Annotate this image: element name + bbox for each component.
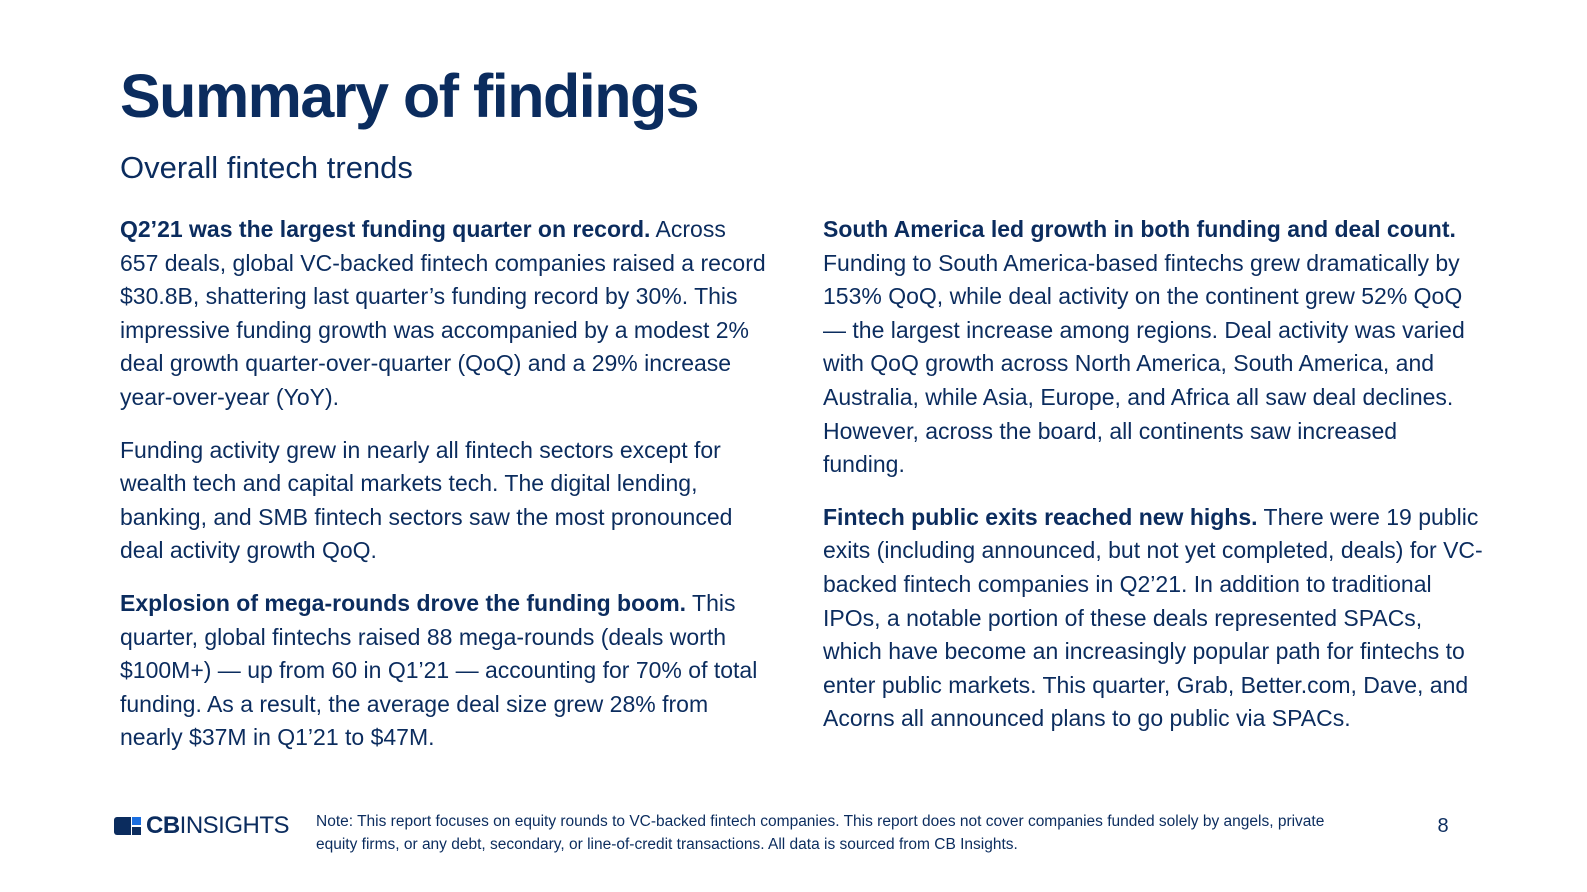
finding-lead: South America led growth in both funding and deal count. <box>823 216 1456 242</box>
page-number: 8 <box>1437 815 1449 837</box>
finding-body: Funding activity grew in nearly all fintech sectors except for wealth tech and capital markets tech. The digital lending, banking, and SMB fintech sectors saw the most pronounced deal activity growth QoQ. <box>120 436 733 564</box>
page-title: Summary of findings <box>120 62 699 130</box>
finding-body: Funding to South America-based fintechs grew dramatically by 153% QoQ, while deal activity on the continent grew 52% QoQ — the largest increase among regions. Deal activity was varied with QoQ growth across North America, South America, and Australia, while Asia, Europe, and Africa all saw deal declines. However, across the board, all continents saw increased funding. <box>823 249 1465 478</box>
finding-paragraph <box>120 434 770 568</box>
finding-lead: Fintech public exits reached new highs. <box>823 503 1258 530</box>
finding-paragraph <box>120 587 770 755</box>
cb-insights-logo <box>114 813 289 839</box>
finding-body: This quarter, global fintechs raised 88 mega-rounds (deals worth $100M+) — up from 60 in Q1’21 — accounting for 70% of total funding. As a result, the average deal size grew 28% from nearly $37M in Q1’21 to $47M. <box>120 589 758 751</box>
finding-body: There were 19 public exits (including announced, but not yet completed, deals) for VC-backed fintech companies in Q2’21. In addition to traditional IPOs, a notable portion of these deals represented SPACs, which have become an increasingly popular path for fintechs to enter public markets. This quarter, Grab, Better.com, Dave, and Acorns all announced plans to go public via SPACs. <box>823 503 1483 732</box>
finding-paragraph <box>823 213 1483 482</box>
finding-lead: Explosion of mega-rounds drove the funding boom. <box>120 589 687 616</box>
finding-lead: Q2’21 was the largest funding quarter on record. <box>120 216 651 242</box>
left-column <box>120 213 770 774</box>
page-subtitle: Overall fintech trends <box>120 150 413 185</box>
right-column <box>823 213 1483 755</box>
cb-insights-logo-icon <box>114 817 141 835</box>
logo-wordmark: CBINSIGHTS <box>146 812 290 839</box>
finding-body: Across 657 deals, global VC-backed fintech companies raised a record $30.8B, shattering last quarter’s funding record by 30%. This impressive funding growth was accompanied by a modest 2% deal growth quarter-over-quarter (QoQ) and a 29% increase year-over-year (YoY). <box>120 216 766 410</box>
finding-paragraph <box>120 213 770 415</box>
finding-paragraph <box>823 501 1483 736</box>
footnote: Note: This report focuses on equity rounds to VC-backed fintech companies. This report does not cover companies funded solely by angels, private equity firms, or any debt, secondary, or line-of-credit transactions. All data is sourced from CB Insights. <box>316 813 1325 853</box>
